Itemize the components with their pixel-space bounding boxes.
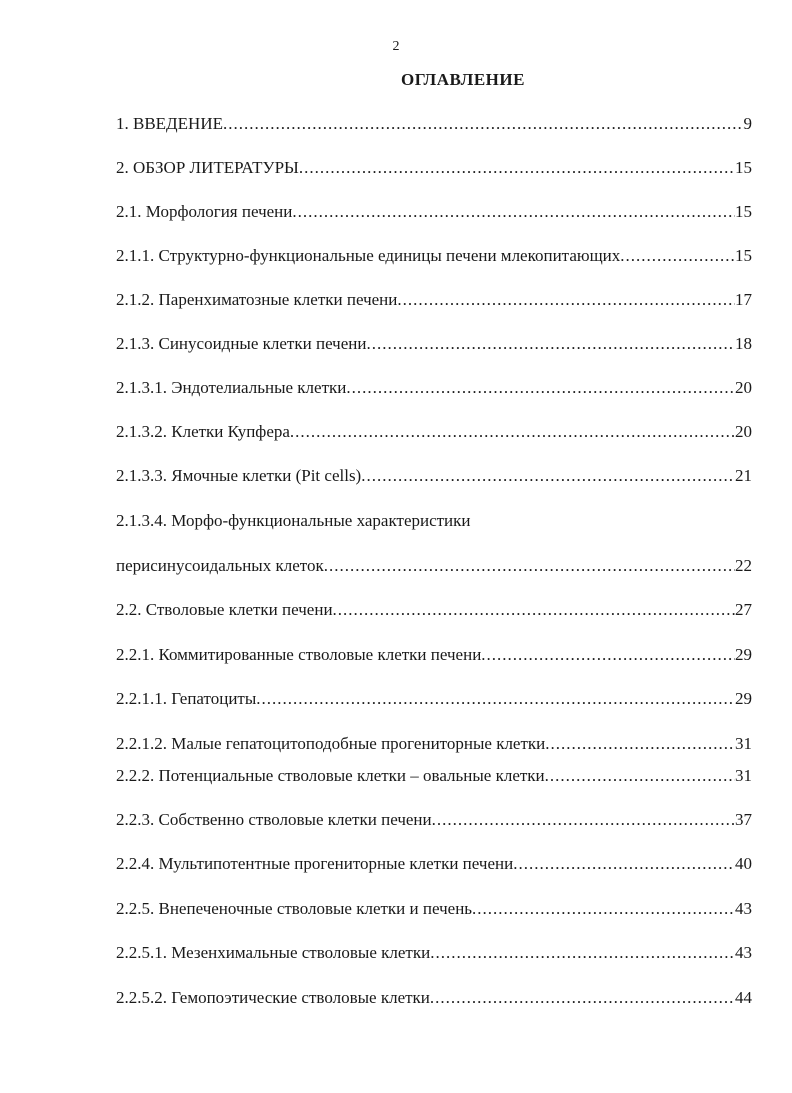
toc-entry-page: 43 — [735, 943, 752, 962]
toc-entry-label: 2.2.3. Собственно стволовые клетки печени — [116, 810, 432, 829]
toc-entry-page: 37 — [735, 810, 752, 829]
toc-entry-page: 15 — [735, 202, 752, 221]
toc-entry[interactable] — [116, 377, 752, 399]
toc-entry-first-line[interactable] — [116, 510, 471, 532]
toc-entry-label: 2.1.1. Структурно-функциональные единицы печени млекопитающих — [116, 246, 621, 265]
toc-entry-page: 29 — [735, 645, 752, 664]
toc-entry-page: 20 — [735, 378, 752, 397]
dot-leader — [256, 688, 735, 710]
toc-entry[interactable] — [116, 157, 752, 179]
toc-entry-label: 2.1.3. Синусоидные клетки печени — [116, 334, 367, 353]
toc-entry-label: 2.1.3.4. Морфо-функциональные характеристики — [116, 511, 471, 530]
toc-entry[interactable] — [116, 809, 752, 831]
toc-entry-label: 2.2. Стволовые клетки печени — [116, 600, 333, 619]
toc-entry-label: 2.1.2. Паренхиматозные клетки печени — [116, 290, 398, 309]
toc-entry-continuation[interactable] — [116, 555, 752, 577]
toc-entry-page: 27 — [735, 600, 752, 619]
toc-entry[interactable] — [116, 421, 752, 443]
dot-leader — [333, 599, 735, 621]
toc-entry-label: 2.2.2. Потенциальные стволовые клетки – овальные клетки — [116, 766, 545, 785]
toc-entry-label: 2.2.1. Коммитированные стволовые клетки печени — [116, 645, 482, 664]
toc-entry-page: 20 — [735, 422, 752, 441]
toc-entry[interactable] — [116, 599, 752, 621]
toc-entry-label: 1. ВВЕДЕНИЕ — [116, 114, 223, 133]
dot-leader — [472, 898, 735, 920]
toc-entry-label: 2.1.3.3. Ямочные клетки (Pit cells) — [116, 466, 362, 485]
dot-leader — [397, 289, 735, 311]
toc-entry-label: 2.2.5.1. Мезенхимальные стволовые клетки — [116, 943, 431, 962]
toc-entry[interactable] — [116, 987, 752, 1009]
toc-entry-page: 17 — [735, 290, 752, 309]
dot-leader — [361, 465, 735, 487]
toc-entry-label: 2.2.4. Мультипотентные прогениторные клетки печени — [116, 854, 514, 873]
dot-leader — [299, 157, 735, 179]
toc-entry-label: перисинусоидальных клеток — [116, 556, 324, 575]
dot-leader — [545, 733, 735, 755]
toc-entry-label: 2.1.3.2. Клетки Купфера — [116, 422, 290, 441]
toc-entry-page: 40 — [735, 854, 752, 873]
toc-entry-page: 9 — [743, 114, 752, 133]
toc-entry-label: 2.1. Морфология печени — [116, 202, 293, 221]
toc-entry-label: 2.2.1.1. Гепатоциты — [116, 689, 257, 708]
dot-leader — [432, 809, 735, 831]
dot-leader — [223, 113, 744, 135]
toc-entry[interactable] — [116, 853, 752, 875]
dot-leader — [346, 377, 735, 399]
toc-entry[interactable] — [116, 333, 752, 355]
toc-entry-label: 2. ОБЗОР ЛИТЕРАТУРЫ — [116, 158, 299, 177]
dot-leader — [545, 765, 735, 787]
dot-leader — [366, 333, 735, 355]
toc-entry[interactable] — [116, 765, 752, 787]
dot-leader — [481, 644, 735, 666]
toc-entry-page: 21 — [735, 466, 752, 485]
page-number: 2 — [392, 39, 400, 54]
toc-entry[interactable] — [116, 942, 752, 964]
dot-leader — [620, 245, 735, 267]
toc-entry[interactable] — [116, 289, 752, 311]
toc-entry-label: 2.2.1.2. Малые гепатоцитоподобные прогениторные клетки — [116, 734, 546, 753]
toc-entry-page: 43 — [735, 899, 752, 918]
toc-entry[interactable] — [116, 245, 752, 267]
dot-leader — [290, 421, 735, 443]
page-title: ОГЛАВЛЕНИЕ — [401, 70, 525, 89]
toc-entry-label: 2.1.3.1. Эндотелиальные клетки — [116, 378, 347, 397]
toc-entry-page: 29 — [735, 689, 752, 708]
toc-entry-page: 31 — [735, 734, 752, 753]
toc-entry-label: 2.2.5.2. Гемопоэтические стволовые клетки — [116, 988, 430, 1007]
dot-leader — [430, 987, 735, 1009]
toc-entry[interactable] — [116, 201, 752, 223]
toc-entry-page: 15 — [735, 246, 752, 265]
toc-entry-page: 31 — [735, 766, 752, 785]
toc-entry[interactable] — [116, 644, 752, 666]
toc-entry[interactable] — [116, 733, 752, 755]
toc-entry-page: 22 — [735, 556, 752, 575]
toc-entry-page: 15 — [735, 158, 752, 177]
toc-entry-label: 2.2.5. Внепеченочные стволовые клетки и печень — [116, 899, 473, 918]
dot-leader — [324, 555, 735, 577]
dot-leader — [292, 201, 735, 223]
toc-entry[interactable] — [116, 688, 752, 710]
toc-entry[interactable] — [116, 113, 752, 135]
toc-entry-page: 18 — [735, 334, 752, 353]
toc-entry[interactable] — [116, 465, 752, 487]
toc-entry[interactable] — [116, 898, 752, 920]
dot-leader — [513, 853, 735, 875]
toc-entry-page: 44 — [735, 988, 752, 1007]
dot-leader — [430, 942, 735, 964]
